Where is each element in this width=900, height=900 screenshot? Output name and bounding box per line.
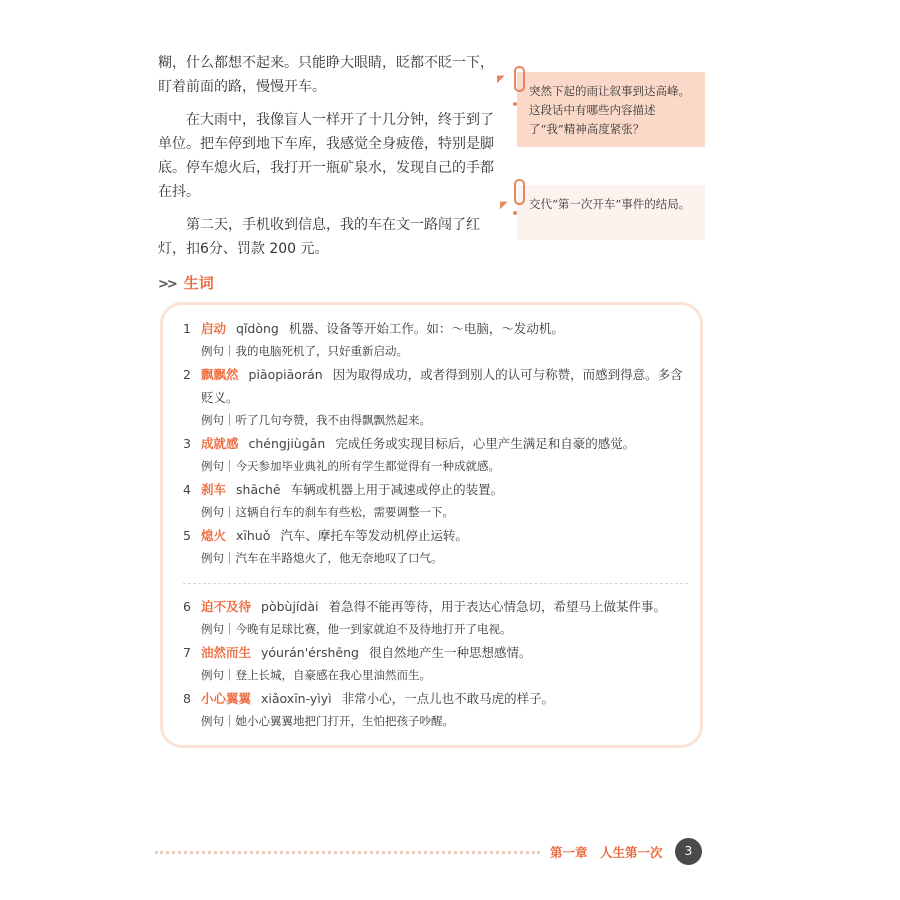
vocab-entry (183, 317, 684, 363)
vocab-line (183, 478, 684, 501)
vocab-word: 迫不及待 (201, 599, 252, 614)
vocab-definition: 车辆或机器上用于减速或停止的装置。 (290, 482, 504, 497)
paragraph-2-text: 在大雨中，我像盲人一样开了十几分钟，终于到了单位。把车停到地下车库，我感觉全身疲倦，特别是脚底。停车熄火后，我打开一瓶矿泉水，发现自己的手都在抖。 (158, 112, 494, 200)
paperclip-icon (514, 179, 525, 205)
vocab-pinyin: xiǎoxīn-yìyì (261, 691, 332, 706)
example-label: 例句｜ (201, 551, 236, 565)
vocab-example (183, 710, 684, 733)
example-text: 这辆自行车的刹车有些松，需要调整一下。 (235, 505, 454, 519)
chapter-title: 第一章 人生第一次 (550, 845, 663, 860)
vocab-entry (183, 641, 684, 687)
paragraph-2 (158, 108, 494, 204)
arrow-icon: ◤ (500, 200, 508, 211)
vocab-entry (183, 432, 684, 478)
vocab-example (183, 409, 684, 432)
example-text: 我的电脑死机了，只好重新启动。 (235, 344, 408, 358)
body-text (158, 51, 494, 270)
vocab-pinyin: xīhuǒ (236, 528, 271, 543)
vocab-definition: 非常小心，一点儿也不敢马虎的样子。 (341, 691, 555, 706)
section-title: 生词 (183, 274, 214, 292)
vocab-line (183, 317, 684, 340)
vocab-example (183, 501, 684, 524)
example-text: 登上长城，自豪感在我心里油然而生。 (235, 668, 431, 682)
vocab-line (183, 595, 684, 618)
vocab-example (183, 664, 684, 687)
vocab-word: 启动 (201, 321, 227, 336)
example-label: 例句｜ (201, 459, 236, 473)
vocab-line (183, 432, 684, 455)
vocab-definition: 完成任务或实现目标后，心里产生满足和自豪的感觉。 (335, 436, 636, 451)
double-chevron-icon: >> (158, 277, 176, 292)
paragraph-3-text: 第二天，手机收到信息，我的车在文一路闯了红灯，扣6分、罚款 200 元。 (158, 217, 480, 257)
vocab-definition: 很自然地产生一种思想感情。 (368, 645, 532, 660)
example-label: 例句｜ (201, 668, 236, 682)
vocab-example (183, 340, 684, 363)
vocab-entry (183, 687, 684, 733)
vocab-word: 刹车 (201, 482, 227, 497)
vocab-pinyin: shāchē (236, 482, 281, 497)
vocab-pinyin: piāopiāorán (248, 367, 323, 382)
vocab-pinyin: yóurán'érshēng (261, 645, 359, 660)
vocab-word: 小心翼翼 (201, 691, 252, 706)
vocab-definition: 因为取得成功，或者得到别人的认可与称赞，而感到得意。多含 (332, 367, 683, 382)
vocab-pinyin: qǐdòng (236, 321, 279, 336)
margin-note-2 (517, 185, 705, 240)
paragraph-3 (158, 213, 494, 261)
vocab-line (183, 524, 684, 547)
example-text: 她小心翼翼地把门打开，生怕把孩子吵醒。 (235, 714, 454, 728)
note-text: 交代“第一次开车”事件的结局。 (529, 197, 691, 211)
vocab-definition-cont: 贬义。 (201, 390, 239, 405)
vocab-word: 成就感 (201, 436, 239, 451)
vocab-word: 油然而生 (201, 645, 252, 660)
vocab-line (183, 641, 684, 664)
vocab-example (183, 618, 684, 641)
vocab-number: 6 (183, 599, 191, 614)
vocab-number: 7 (183, 645, 191, 660)
dot-icon (513, 211, 517, 215)
vocab-number: 8 (183, 691, 191, 706)
vocab-number: 1 (183, 321, 191, 336)
vocab-definition: 汽车、摩托车等发动机停止运转。 (280, 528, 468, 543)
vocab-line (183, 687, 684, 710)
example-label: 例句｜ (201, 622, 236, 636)
paperclip-icon (514, 66, 525, 92)
dashed-divider (183, 583, 688, 584)
example-text: 今天参加毕业典礼的所有学生都觉得有一种成就感。 (235, 459, 500, 473)
example-label: 例句｜ (201, 714, 236, 728)
example-text: 今晚有足球比赛，他一到家就迫不及待地打开了电视。 (235, 622, 512, 636)
vocabulary-box (160, 302, 703, 748)
example-label: 例句｜ (201, 505, 236, 519)
vocab-entry (183, 595, 684, 641)
footer-divider (155, 851, 540, 854)
margin-note-1 (517, 72, 705, 147)
section-heading (158, 272, 214, 293)
vocab-pinyin: pòbùjídài (261, 599, 319, 614)
example-text: 汽车在半路熄火了，他无奈地叹了口气。 (235, 551, 443, 565)
vocab-pinyin: chéngjiùgǎn (248, 436, 326, 451)
example-label: 例句｜ (201, 413, 236, 427)
paragraph-1: 糊，什么都想不起来。只能睁大眼睛，眨都不眨一下，盯着前面的路，慢慢开车。 (158, 55, 494, 95)
vocab-definition: 着急得不能再等待，用于表达心情急切，希望马上做某件事。 (328, 599, 666, 614)
vocab-definition: 机器、设备等开始工作。如：～电脑，～发动机。 (288, 321, 564, 336)
note-text: 突然下起的雨让叙事到达高峰。这段话中有哪些内容描述了“我”精神高度紧张？ (529, 84, 690, 136)
arrow-icon: ◤ (497, 74, 505, 85)
vocab-example (183, 455, 684, 478)
vocab-example (183, 547, 684, 570)
vocab-word: 熄火 (201, 528, 227, 543)
vocab-number: 3 (183, 436, 191, 451)
vocab-word: 飘飘然 (201, 367, 239, 382)
dot-icon (513, 102, 517, 106)
vocab-entry (183, 478, 684, 524)
page-number: 3 (675, 838, 702, 865)
example-label: 例句｜ (201, 344, 236, 358)
vocab-number: 4 (183, 482, 191, 497)
vocab-number: 5 (183, 528, 191, 543)
example-text: 听了几句夸赞，我不由得飘飘然起来。 (235, 413, 431, 427)
vocab-number: 2 (183, 367, 191, 382)
vocab-line (183, 363, 684, 386)
vocab-entry (183, 363, 684, 432)
vocab-entry (183, 524, 684, 570)
